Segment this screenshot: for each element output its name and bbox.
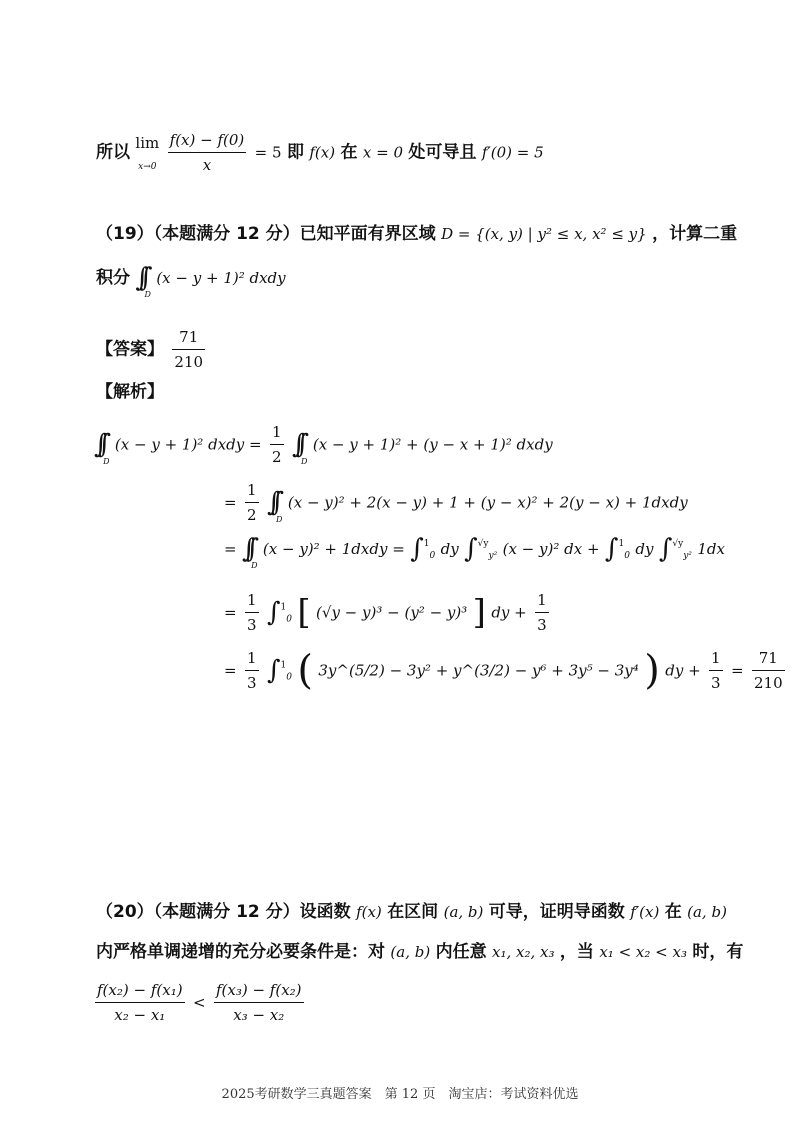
- step4-body: (√y − y)³ − (y² − y)³: [316, 603, 468, 622]
- step3-c: (x − y)² dx +: [502, 540, 600, 558]
- answer-label: 【答案】: [96, 339, 164, 360]
- q20-left-fraction: $\frac{\text{f(x₂) − f(x₁)}}{\text{x₂ − x₁}}$: [95, 978, 185, 1027]
- q19-head: （19）（本题满分 12 分）已知平面有界区域: [96, 224, 436, 244]
- q20-line-1: （20）（本题满分 12 分）设函数 f(x) 在区间 (a, b) 可导，证明导函数 f′(x) 在 (a, b): [96, 902, 727, 922]
- double-integral-sign: ∫∫: [266, 487, 275, 518]
- q19-region-def: D = {(x, y) | y² ≤ x, x² ≤ y}: [441, 225, 647, 243]
- q19-tail: ，计算二重: [652, 224, 738, 244]
- integral-sign: ∫: [604, 534, 619, 564]
- limit-fraction: [168, 128, 247, 177]
- solution-step-3: = $\int\int_D$ (x − y)² + 1dxdy = ∫$^1_0$ dy ∫$^{√y}_{y^2}$ (x − y)² dx + ∫$^1_0$ dy ∫$^{√y}_{y^2}$ 1dx: [224, 534, 725, 570]
- integral-sign: ∫: [464, 534, 478, 564]
- final-fraction: $\frac{71}{210}$: [752, 646, 785, 695]
- step5-tail: dy +: [665, 661, 701, 680]
- solution-step-2: = $\frac{1}{2}$ $\int\int_D$ (x − y)² + 2(x − y) + 1 + (y − x)² + 2(y − x) + 1dxdy: [224, 478, 688, 526]
- step3-e: 1dx: [697, 540, 725, 558]
- double-integral-sign: ∫∫: [241, 534, 250, 564]
- third-fraction: $\frac{1}{3}$: [709, 646, 723, 695]
- half-fraction: $\frac{1}{2}$: [270, 420, 284, 469]
- answer-line: [96, 325, 208, 369]
- integral-sign: ∫: [266, 597, 281, 628]
- q19-statement-line1: [96, 222, 737, 246]
- step5-body: 3y^(5/2) − 3y² + y^(3/2) − y⁶ + 3y⁵ − 3y⁴: [318, 661, 639, 680]
- x-equals-zero: x = 0: [362, 143, 404, 162]
- right-bracket: ]: [472, 592, 486, 633]
- text-ji: 即: [286, 142, 304, 163]
- analysis-label-line: [96, 380, 164, 404]
- analysis-label: 【解析】: [96, 382, 164, 402]
- integral-sign: ∫: [658, 534, 673, 564]
- q19-integrand: (x − y + 1)² dxdy: [156, 269, 286, 287]
- q20-line-2: 内严格单调递增的充分必要条件是：对 (a, b) 内任意 x₁, x₂, x₃ ，当 x₁ < x₂ < x₃ 时，有: [96, 942, 744, 962]
- answer-numerator: 71: [179, 328, 199, 346]
- step3-a: (x − y)² + 1dxdy =: [262, 540, 405, 558]
- double-integral-sign: ∫∫: [291, 429, 300, 460]
- double-integral-sign: ∫∫: [94, 429, 102, 460]
- page-footer: 2025考研数学三真题答案 第 12 页 淘宝店：考试资料优选: [221, 1087, 579, 1102]
- step2-expr: (x − y)² + 2(x − y) + 1 + (y − x)² + 2(y − x) + 1dxdy: [287, 493, 688, 512]
- lim-operator: lim: [135, 133, 160, 152]
- limit-denominator: x: [168, 152, 247, 177]
- region-subscript: D: [144, 290, 151, 299]
- third-fraction: $\frac{1}{3}$: [245, 646, 259, 695]
- q19-statement-line2: [96, 263, 286, 302]
- q20-right-fraction: $\frac{\text{f(x₃) − f(x₂)}}{\text{x₃ − x₂}}$: [214, 978, 304, 1027]
- answer-fraction: [172, 325, 205, 374]
- third-fraction: $\frac{1}{3}$: [535, 588, 549, 637]
- answer-denominator: 210: [172, 349, 205, 374]
- left-paren: (: [297, 647, 313, 694]
- fx-symbol: f(x): [309, 143, 336, 162]
- left-bracket: [: [297, 592, 311, 633]
- solution-step-5: = $\frac{1}{3}$ ∫$^1_0$ ( 3y^(5/2) − 3y² + y^(3/2) − y⁶ + 3y⁵ − 3y⁴ ) dy + $\frac{1}{3}$ = $\frac{71}{210}$: [224, 647, 783, 694]
- equals-five: = 5: [254, 143, 282, 162]
- solution-step-1: $\int\int_D$ (x − y + 1)² dxdy = $\frac{1}{2}$ $\int\int_D$ (x − y + 1)² + (y − x + 1)² dxdy: [94, 420, 553, 468]
- integral-sign: ∫: [410, 534, 424, 564]
- q19-integral-label: 积分: [96, 268, 130, 288]
- text-prefix: 所以: [96, 142, 130, 163]
- step4-tail: dy +: [491, 603, 527, 622]
- step1-lhs: (x − y + 1)² dxdy =: [114, 435, 262, 454]
- step1-rhs: (x − y + 1)² + (y − x + 1)² dxdy: [312, 435, 553, 454]
- double-integral-sign: ∫∫: [135, 263, 143, 293]
- limit-numerator: f(x) − f(0): [169, 131, 245, 149]
- q20-inequality: [92, 978, 307, 1034]
- integral-sign: ∫: [266, 655, 281, 686]
- less-than: <: [192, 993, 206, 1012]
- half-fraction: $\frac{1}{2}$: [245, 478, 259, 527]
- text-kedao: 处可导且: [408, 142, 477, 163]
- fprime-equals: f′(0) = 5: [481, 143, 544, 162]
- third-fraction: $\frac{1}{3}$: [245, 588, 259, 637]
- solution-step-4: = $\frac{1}{3}$ ∫$^1_0$ [ (√y − y)³ − (y² − y)³ ] dy + $\frac{1}{3}$: [224, 588, 552, 640]
- limit-conclusion: [96, 128, 544, 172]
- text-zai: 在: [340, 142, 358, 163]
- lim-subscript: x→0: [138, 161, 157, 172]
- right-paren: ): [644, 647, 660, 694]
